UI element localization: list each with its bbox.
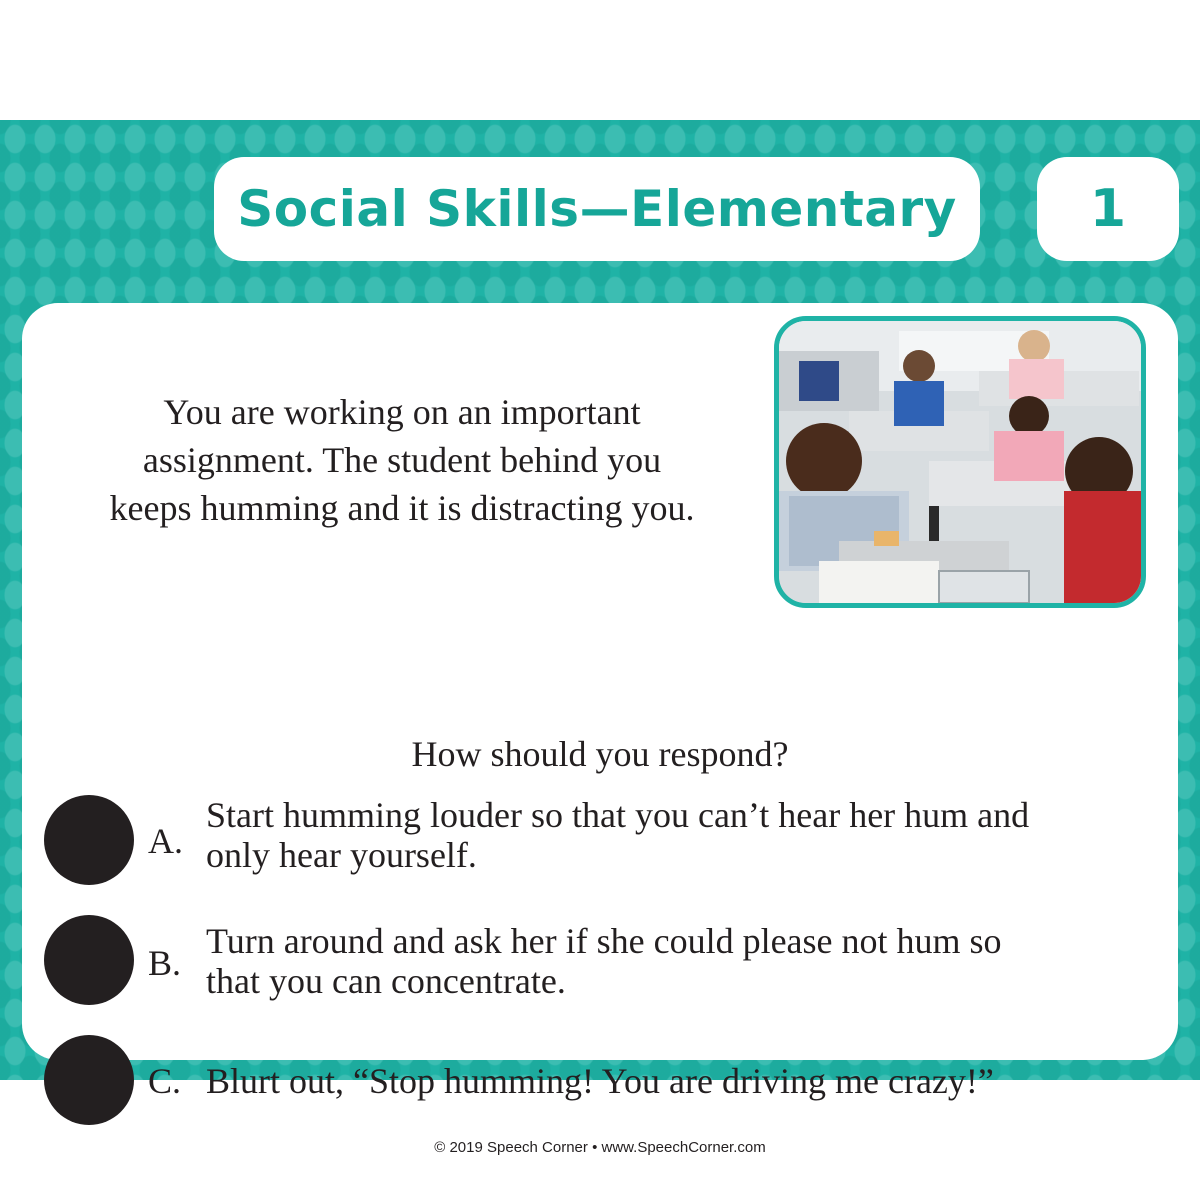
card-title: Social Skills—Elementary [237, 180, 957, 238]
card-number-badge [1037, 157, 1179, 261]
title-banner [214, 157, 980, 261]
scenario-text [82, 388, 722, 532]
content-panel [22, 303, 1178, 1156]
option-letter: C. [148, 1061, 182, 1101]
answer-option-a[interactable] [44, 795, 1164, 887]
option-line: Start humming louder so that you can’t hear her hum and [206, 795, 1030, 835]
copyright-footer: © 2019 Speech Corner • www.SpeechCorner.com [434, 1139, 766, 1156]
question-text: How should you respond? [411, 734, 789, 774]
option-line: only hear yourself. [206, 835, 477, 875]
scenario-line: You are working on an important [163, 392, 641, 432]
answer-option-b[interactable] [44, 915, 1164, 1007]
answer-dot-a[interactable] [44, 795, 134, 885]
option-letter: B. [148, 943, 182, 983]
answer-option-c[interactable] [44, 1035, 1164, 1127]
scenario-line: keeps humming and it is distracting you. [109, 488, 695, 528]
option-text [206, 1061, 1166, 1101]
answer-dot-c[interactable] [44, 1035, 134, 1125]
option-text [206, 795, 1166, 875]
option-letter: A. [148, 821, 183, 861]
scenario-line: assignment. The student behind you [142, 440, 662, 480]
option-text [206, 921, 1166, 1001]
card-number: 1 [1089, 179, 1127, 239]
task-card [0, 120, 1200, 1156]
option-line: Turn around and ask her if she could please not hum so [206, 921, 1002, 961]
classroom-photo [774, 316, 1146, 608]
option-line: that you can concentrate. [206, 961, 566, 1001]
option-line: Blurt out, “Stop humming! You are driving me crazy!” [206, 1061, 994, 1101]
answer-dot-b[interactable] [44, 915, 134, 1005]
